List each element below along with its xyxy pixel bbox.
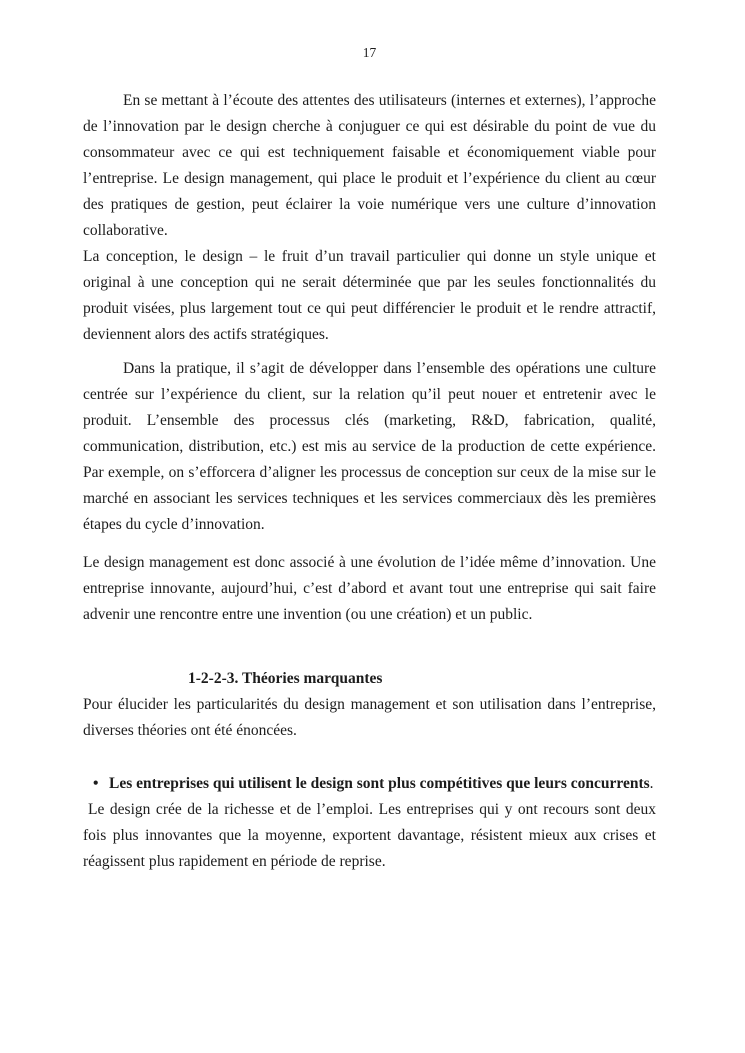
bullet-item-suffix: .: [649, 775, 654, 792]
paragraph-evolution: Le design management est donc associé à une évolution de l’idée même d’innovation. Une entreprise innovante, aujourd’hui, c’est d’abord et avant tout une entreprise qui sait faire advenir une rencontre entre une invention (ou une création) et un public.: [83, 554, 656, 623]
paragraph-pratique: Dans la pratique, il s’agit de développer dans l’ensemble des opérations une culture centrée sur l’expérience du client, sur la relation qu’il peut nouer et entretenir avec le produit. L’ensemble des processus clés (marketing, R&D, fabrication, qualité, communication, distribution, etc.) est mis au service de la production de cette expérience. Par exemple, on s’efforcera d’aligner les processus de conception sur ceux de la mise sur le marché en associant les services techniques et les services commerciaux dès les premières étapes du cycle d’innovation.: [83, 360, 656, 533]
bullet-icon: •: [93, 775, 99, 792]
bullet-item-bold-text: Les entreprises qui utilisent le design sont plus compétitives que leurs concurrents: [109, 775, 650, 792]
bullet-list: [83, 771, 656, 797]
paragraph-conception: La conception, le design – le fruit d’un travail particulier qui donne un style unique et original à une conception qui ne serait déterminée que par les seules fonctionnalités du produit visées, plus largement tout ce qui peut différencier le produit et le rendre attractif, deviennent alors des actifs stratégiques.: [83, 248, 656, 343]
page-number: 17: [362, 45, 377, 60]
section-heading: 1-2-2-3. Théories marquantes: [188, 670, 383, 687]
paragraph-richesse: Le design crée de la richesse et de l’emploi. Les entreprises qui y ont recours sont deux fois plus innovantes que la moyenne, exportent davantage, résistent mieux aux crises et réagissent plus rapidement en période de reprise.: [83, 801, 656, 870]
bullet-item: [83, 771, 656, 797]
paragraph-theories-intro: Pour élucider les particularités du design management et son utilisation dans l’entreprise, diverses théories ont été énoncées.: [83, 696, 656, 739]
paragraph-intro: En se mettant à l’écoute des attentes des utilisateurs (internes et externes), l’approche de l’innovation par le design cherche à conjuguer ce qui est désirable du point de vue du consommateur avec ce qui est techniquement faisable et économiquement viable pour l’entreprise. Le design management, qui place le produit et l’expérience du client au cœur des pratiques de gestion, peut éclairer la voie numérique vers une culture d’innovation collaborative.: [83, 92, 656, 239]
